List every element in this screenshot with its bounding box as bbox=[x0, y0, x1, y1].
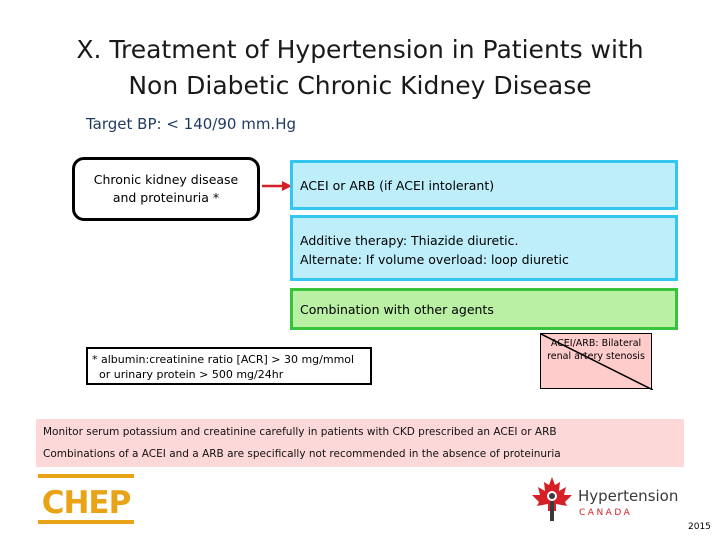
footnote-line1: * albumin:creatinine ratio [ACR] > 30 mg/mmol bbox=[92, 353, 355, 366]
monitor-warning-box bbox=[36, 419, 684, 467]
svg-text:CANADA: CANADA bbox=[579, 508, 633, 518]
ckd-box-line2: and proteinuria * bbox=[112, 190, 220, 205]
footnote-box bbox=[86, 347, 372, 385]
monitor-line1: Monitor serum potassium and creatinine carefully in patients with CKD prescribed an ACEI or ARB bbox=[43, 426, 557, 438]
additive-line1: Additive therapy: Thiazide diuretic. bbox=[300, 233, 519, 248]
target-bp: Target BP: < 140/90 mm.Hg bbox=[86, 115, 296, 133]
maple-leaf-icon bbox=[532, 477, 572, 521]
ckd-box-line1: Chronic kidney disease bbox=[93, 172, 239, 187]
svg-text:Hypertension: Hypertension bbox=[578, 487, 679, 505]
ckd-proteinuria-box bbox=[72, 157, 260, 221]
svg-text:CHEP: CHEP bbox=[41, 485, 131, 521]
slide-title-line1: X. Treatment of Hypertension in Patients with bbox=[76, 35, 644, 64]
combination-box: Combination with other agents bbox=[290, 288, 678, 330]
stenosis-text: ACEI/ARB: Bilateral renal artery stenosis bbox=[547, 338, 645, 362]
chep-logo bbox=[38, 474, 134, 524]
arrow-right-icon bbox=[262, 180, 292, 192]
acei-arb-box: ACEI or ARB (if ACEI intolerant) bbox=[290, 160, 678, 210]
additive-therapy-box bbox=[290, 215, 678, 281]
additive-line2: Alternate: If volume overload: loop diuretic bbox=[300, 252, 569, 267]
hypertension-canada-logo bbox=[532, 475, 692, 525]
year-label: 2015 bbox=[688, 522, 711, 532]
stenosis-contraindication-box bbox=[540, 333, 652, 389]
footnote-line2: or urinary protein > 500 mg/24hr bbox=[92, 368, 284, 381]
monitor-line2: Combinations of a ACEI and a ARB are specifically not recommended in the absence of proteinuria bbox=[43, 448, 561, 460]
slide-title-line2: Non Diabetic Chronic Kidney Disease bbox=[128, 71, 592, 100]
slide-title bbox=[20, 32, 700, 104]
